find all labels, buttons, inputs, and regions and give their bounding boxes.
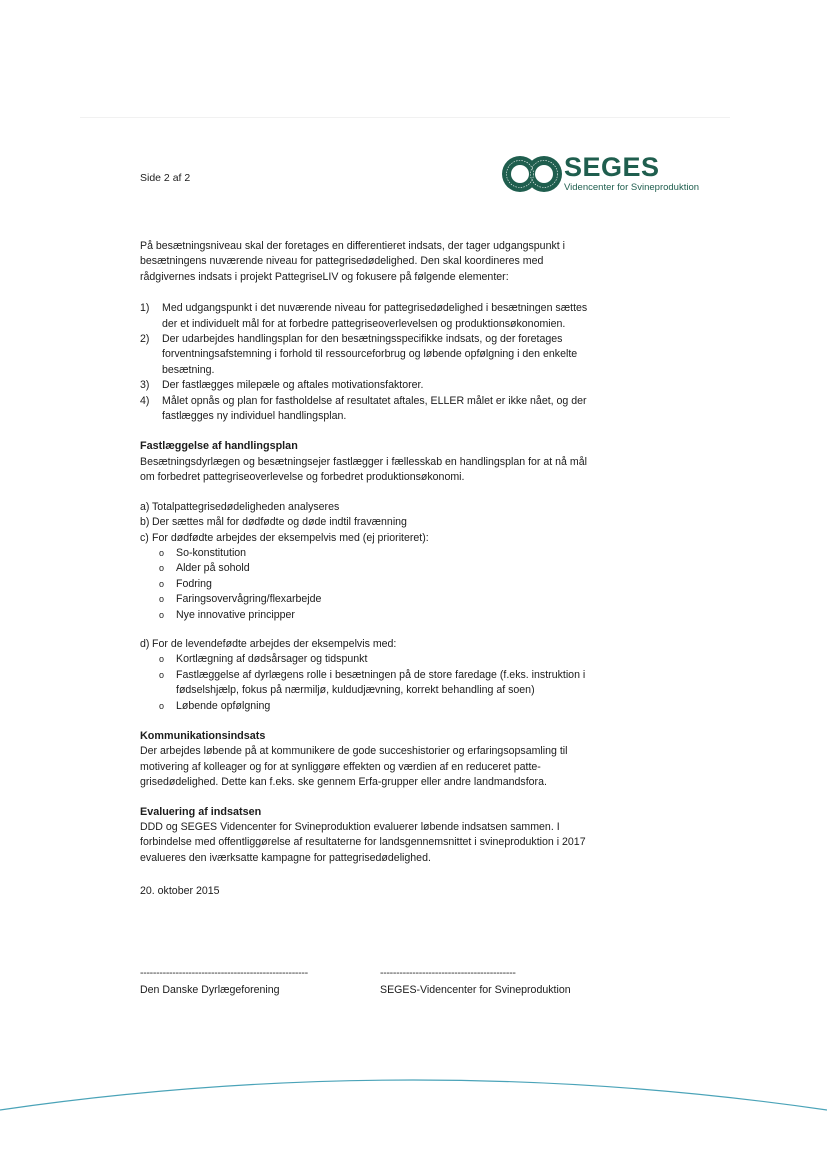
item-number: 4) bbox=[140, 394, 150, 407]
item-text: Der fastlægges milepæle og aftales motivationsfaktorer. bbox=[162, 379, 424, 392]
bullet-icon: o bbox=[159, 547, 165, 558]
bullet-item bbox=[152, 668, 590, 699]
bullet-icon: o bbox=[159, 669, 165, 680]
lettered-list bbox=[140, 500, 590, 623]
item-text: Med udgangspunkt i det nuværende niveau for pattegrisedødelighed i besætningen sættes der et individuelt mål for at forbedre pattegriseoverlevelsen og produktionsøkonomien. bbox=[162, 302, 588, 330]
numbered-item bbox=[140, 378, 590, 393]
bullet-text: So-konstitution bbox=[176, 546, 247, 559]
page-number: Side 2 af 2 bbox=[140, 172, 191, 184]
bullet-text: Faringsovervågring/flexarbejde bbox=[176, 593, 322, 606]
footer-curve-decoration bbox=[0, 1060, 827, 1120]
kommunikation-paragraph: Der arbejdes løbende på at kommunikere de gode succeshistorier og erfaringsopsamling til motivering af kolleager og for at synliggøre effekten og værdien af en reduceret pattegrisedødelighed. Dette kan f.eks. ske gennem Erfa-grupper eller andre landmandsfora. bbox=[140, 745, 568, 789]
bullet-list-liveborn bbox=[152, 652, 590, 714]
item-text: Målet opnås og plan for fastholdelse af resultatet aftales, ELLER målet er ikke nået, og der fastlægges ny individuel handlingsplan. bbox=[162, 394, 587, 423]
logo-wordmark: SEGES bbox=[564, 152, 660, 182]
item-number: 1) bbox=[140, 302, 150, 315]
bullet-text: Nye innovative principper bbox=[176, 608, 295, 621]
bullet-item bbox=[152, 592, 590, 607]
item-letter: d) bbox=[140, 637, 150, 650]
header-rule bbox=[80, 117, 730, 118]
numbered-item bbox=[140, 332, 590, 378]
bullet-text: Alder på sohold bbox=[176, 562, 250, 575]
numbered-item bbox=[140, 301, 590, 332]
item-number: 2) bbox=[140, 333, 150, 346]
item-text: Der udarbejdes handlingsplan for den besætningsspecifikke indsats, og der foretages forventningsafstemning i forhold til ressourceforbrug og løbende opfølgning i den enkelte besætning. bbox=[162, 333, 578, 376]
item-letter: c) bbox=[140, 531, 149, 544]
handlingsplan-heading: Fastlæggelse af handlingsplan bbox=[140, 440, 298, 453]
lettered-item bbox=[140, 515, 590, 530]
signature-left bbox=[140, 966, 308, 999]
bullet-icon: o bbox=[159, 563, 165, 574]
item-text: For dødfødte arbejdes der eksempelvis med (ej prioriteret): bbox=[152, 531, 429, 544]
signature-right bbox=[380, 966, 571, 999]
signature-line: ------------------------------------------ bbox=[380, 967, 516, 979]
bullet-item bbox=[152, 652, 590, 667]
item-text: Der sættes mål for dødfødte og døde indtil fravænning bbox=[152, 516, 407, 529]
item-text: Totalpattegrisedødeligheden analyseres bbox=[152, 500, 340, 513]
bullet-item bbox=[152, 577, 590, 592]
bullet-text: Kortlægning af dødsårsager og tidspunkt bbox=[176, 653, 368, 666]
signature-name: SEGES-Videncenter for Svineproduktion bbox=[380, 984, 571, 997]
intro-paragraph: På besætningsniveau skal der foretages en differentieret indsats, der tager udgangspunkt i besætningens nuværende niveau for pattegrisedødelighed. Den skal koordineres med rådgivernes indsats i projekt PattegriseLIV og fokusere på følgende elementer: bbox=[140, 240, 566, 283]
bullet-text: Løbende opfølgning bbox=[176, 699, 271, 712]
bullet-text: Fodring bbox=[176, 577, 212, 590]
letter-body bbox=[140, 239, 590, 900]
evaluering-heading: Evaluering af indsatsen bbox=[140, 805, 262, 818]
seges-logo bbox=[500, 152, 700, 200]
bullet-item bbox=[152, 699, 590, 714]
bullet-icon: o bbox=[159, 609, 165, 620]
bullet-icon: o bbox=[159, 594, 165, 605]
signature-name: Den Danske Dyrlægeforening bbox=[140, 984, 280, 997]
lettered-item bbox=[140, 531, 590, 623]
bullet-item bbox=[152, 546, 590, 561]
numbered-list bbox=[140, 301, 590, 424]
letter-date: 20. oktober 2015 bbox=[140, 885, 220, 898]
bullet-item bbox=[152, 561, 590, 576]
bullet-icon: o bbox=[159, 578, 165, 589]
handlingsplan-paragraph: Besætningsdyrlægen og besætningsejer fastlægger i fællesskab en handlingsplan for at nå mål om forbedret pattegriseoverlevelse og forbedret produktionsøkonomi. bbox=[140, 455, 587, 484]
lettered-list-d bbox=[140, 637, 590, 714]
item-letter: a) bbox=[140, 500, 150, 513]
item-letter: b) bbox=[140, 516, 150, 529]
logo-subtitle: Videncenter for Svineproduktion bbox=[564, 182, 700, 193]
lettered-item bbox=[140, 637, 590, 714]
evaluering-paragraph: DDD og SEGES Videncenter for Svineproduktion evaluerer løbende indsatsen sammen. I forbindelse med offentliggørelse af resultaterne for landsgennemsnittet i svineproduktion i 2017 evalueres den iværksatte kampagne for pattegrisedødelighed. bbox=[140, 821, 586, 864]
kommunikation-heading: Kommunikationsindsats bbox=[140, 729, 266, 742]
item-text: For de levendefødte arbejdes der eksempelvis med: bbox=[152, 637, 397, 650]
bullet-item bbox=[152, 608, 590, 623]
bullet-text: Fastlæggelse af dyrlægens rolle i besætningen på de store faredage (f.eks. instruktion i fødselshjælp, fokus på nærmiljø, kuldudjævning, korrekt behandling af soen) bbox=[176, 668, 586, 697]
bullet-icon: o bbox=[159, 700, 165, 711]
lettered-item bbox=[140, 500, 590, 515]
bullet-list-stillborn bbox=[152, 546, 590, 623]
bullet-icon: o bbox=[159, 654, 165, 665]
item-number: 3) bbox=[140, 379, 150, 392]
seges-logo-mark-icon bbox=[500, 152, 564, 196]
numbered-item bbox=[140, 394, 590, 425]
signature-line: ---------------------------------------------------- bbox=[140, 967, 308, 979]
